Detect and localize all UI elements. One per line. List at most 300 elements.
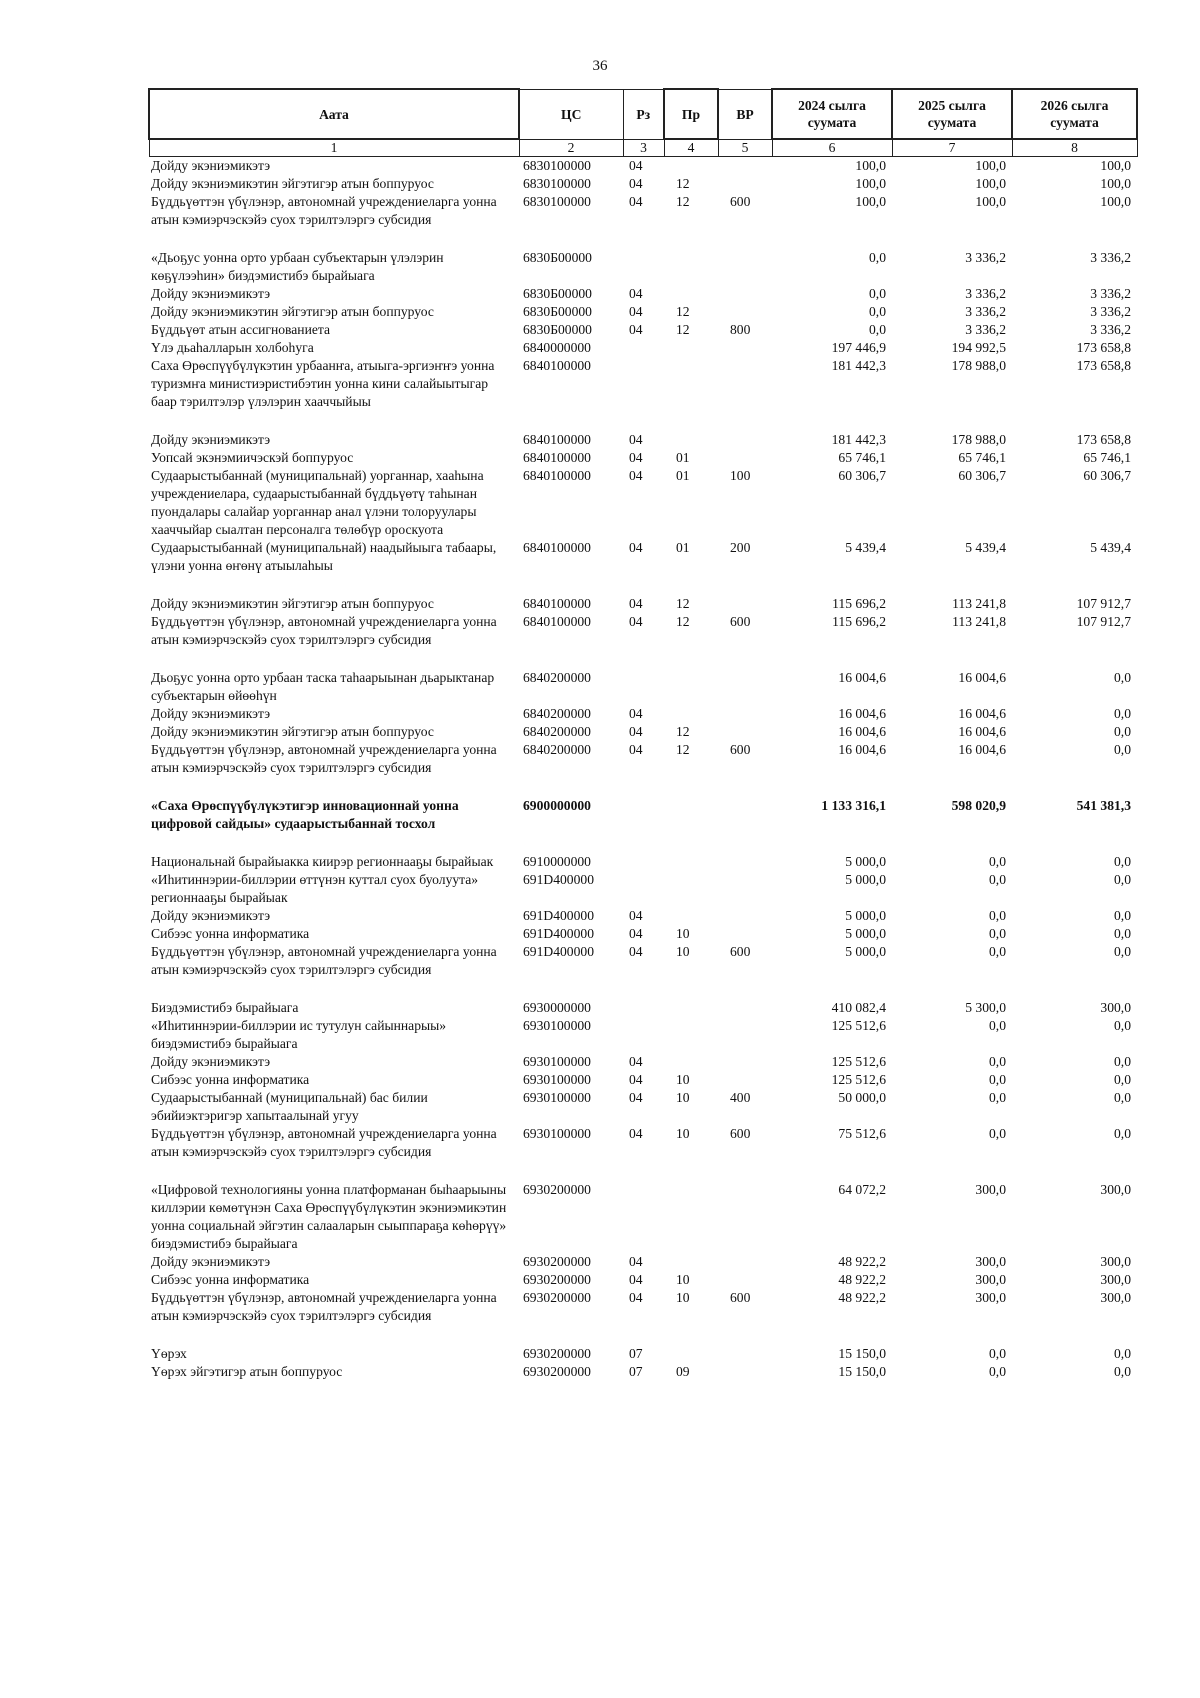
row-spacer-cell xyxy=(149,411,1137,431)
row-name: Уопсай экэнэмиичэскэй боппуруос xyxy=(151,450,354,465)
table-row xyxy=(149,1071,1137,1089)
table-row xyxy=(149,321,1137,339)
row-amount-2024: 1 133 316,1 xyxy=(821,798,886,813)
row-cs-code: 6830100000 xyxy=(523,158,591,173)
row-amount-2024: 5 000,0 xyxy=(845,944,886,959)
row-pr-code xyxy=(664,1345,718,1363)
row-name: Биэдэмистибэ бырайыага xyxy=(151,1000,299,1015)
row-rz-code xyxy=(623,999,664,1017)
row-amount-2024: 48 922,2 xyxy=(838,1254,886,1269)
row-rz-code xyxy=(623,249,664,285)
row-amount-2026: 173 658,8 xyxy=(1076,340,1131,355)
row-amount-2024: 0,0 xyxy=(869,322,886,337)
row-amount-2025: 3 336,2 xyxy=(965,250,1006,265)
row-amount-2025: 0,0 xyxy=(989,944,1006,959)
row-cs-code: 6930200000 xyxy=(523,1346,591,1361)
row-cs-code: 6930100000 xyxy=(523,1054,591,1069)
row-cs-code: 6840200000 xyxy=(523,706,591,721)
row-vr-code xyxy=(718,853,772,871)
row-amount-2026: 173 658,8 xyxy=(1076,358,1131,373)
row-amount-2025: 0,0 xyxy=(989,1018,1006,1033)
row-name: «Иһитиннэрии-биллэрии өттүнэн куттал суох буолуута» регионнааҕы бырайыак xyxy=(151,872,479,905)
column-number: 1 xyxy=(149,139,519,157)
row-vr-code xyxy=(718,797,772,833)
row-name: Дьоҕус уонна орто урбаан таска таһаарыынан дьарыктанар субъектарын өйөөһүн xyxy=(151,670,495,703)
row-pr-code xyxy=(664,1017,718,1053)
row-name: Бүддьүөттэн үбүлэнэр, автономнай учреждениеларга уонна атын кэмиэрчэскэйэ суох тэрилтэлэргэ субсидия xyxy=(151,194,497,227)
row-name: Дойду экэниэмикэтэ xyxy=(151,1054,271,1069)
row-name: «Иһитиннэрии-биллэрии ис тутулун сайыннарыы» биэдэмистибэ бырайыага xyxy=(151,1018,447,1051)
column-number: 4 xyxy=(664,139,718,157)
row-amount-2025: 16 004,6 xyxy=(958,706,1006,721)
row-cs-code: 6930100000 xyxy=(523,1090,591,1105)
table-row xyxy=(149,193,1137,229)
row-amount-2026: 0,0 xyxy=(1114,670,1131,685)
row-amount-2026: 3 336,2 xyxy=(1090,322,1131,337)
header-rz: Рз xyxy=(623,89,664,139)
row-cs-code: 6830100000 xyxy=(523,176,591,191)
row-spacer xyxy=(149,229,1137,249)
row-amount-2024: 0,0 xyxy=(869,286,886,301)
row-spacer xyxy=(149,777,1137,797)
table-row xyxy=(149,431,1137,449)
row-amount-2024: 181 442,3 xyxy=(831,432,886,447)
row-amount-2026: 0,0 xyxy=(1114,944,1131,959)
row-rz-code xyxy=(623,669,664,705)
row-amount-2026: 60 306,7 xyxy=(1083,468,1131,483)
row-rz-code: 04 xyxy=(629,158,643,173)
row-amount-2024: 15 150,0 xyxy=(838,1364,886,1379)
table-row xyxy=(149,595,1137,613)
header-row xyxy=(149,89,1137,139)
row-spacer xyxy=(149,1325,1137,1345)
row-amount-2025: 300,0 xyxy=(975,1290,1006,1305)
row-vr-code xyxy=(718,1053,772,1071)
row-name: Үөрэх xyxy=(151,1346,187,1361)
row-rz-code: 04 xyxy=(629,1126,643,1141)
row-rz-code: 04 xyxy=(629,706,643,721)
row-rz-code: 04 xyxy=(629,742,643,757)
row-pr-code: 10 xyxy=(676,944,690,959)
row-rz-code: 04 xyxy=(629,908,643,923)
header-2025: 2025 сылга суумата xyxy=(892,89,1012,139)
row-cs-code: 6900000000 xyxy=(523,798,591,813)
row-amount-2025: 3 336,2 xyxy=(965,304,1006,319)
row-spacer-cell xyxy=(149,229,1137,249)
row-rz-code: 04 xyxy=(629,944,643,959)
column-number: 2 xyxy=(519,139,623,157)
column-number: 7 xyxy=(892,139,1012,157)
table-row xyxy=(149,175,1137,193)
row-pr-code xyxy=(664,669,718,705)
row-vr-code: 400 xyxy=(730,1090,751,1105)
row-amount-2025: 65 746,1 xyxy=(958,450,1006,465)
row-amount-2026: 0,0 xyxy=(1114,1126,1131,1141)
row-cs-code: 6830100000 xyxy=(523,194,591,209)
row-amount-2026: 100,0 xyxy=(1100,176,1131,191)
row-vr-code xyxy=(718,1271,772,1289)
row-pr-code xyxy=(664,705,718,723)
row-amount-2024: 75 512,6 xyxy=(838,1126,886,1141)
row-amount-2024: 16 004,6 xyxy=(838,742,886,757)
row-pr-code: 12 xyxy=(676,304,690,319)
row-amount-2026: 3 336,2 xyxy=(1090,304,1131,319)
row-name: Бүддьүөттэн үбүлэнэр, автономнай учреждениеларга уонна атын кэмиэрчэскэйэ суох тэрилтэлэргэ субсидия xyxy=(151,944,497,977)
row-amount-2025: 194 992,5 xyxy=(951,340,1006,355)
row-pr-code xyxy=(664,871,718,907)
header-vr: ВР xyxy=(718,89,772,139)
row-amount-2024: 64 072,2 xyxy=(838,1182,886,1197)
row-rz-code: 04 xyxy=(629,176,643,191)
row-vr-code xyxy=(718,157,772,176)
row-vr-code xyxy=(718,1017,772,1053)
row-vr-code xyxy=(718,595,772,613)
row-vr-code: 600 xyxy=(730,1290,751,1305)
row-amount-2024: 100,0 xyxy=(855,176,886,191)
row-name: Сибээс уонна информатика xyxy=(151,1072,310,1087)
row-amount-2024: 48 922,2 xyxy=(838,1290,886,1305)
row-pr-code: 01 xyxy=(676,540,690,555)
row-pr-code: 10 xyxy=(676,926,690,941)
row-cs-code: 6930200000 xyxy=(523,1182,591,1197)
row-amount-2024: 115 696,2 xyxy=(832,596,886,611)
row-cs-code: 691D400000 xyxy=(523,872,594,887)
row-amount-2025: 0,0 xyxy=(989,926,1006,941)
row-spacer-cell xyxy=(149,833,1137,853)
row-vr-code xyxy=(718,431,772,449)
row-spacer-cell xyxy=(149,1161,1137,1181)
row-amount-2026: 3 336,2 xyxy=(1090,286,1131,301)
row-vr-code xyxy=(718,339,772,357)
row-spacer-cell xyxy=(149,575,1137,595)
table-row xyxy=(149,157,1137,176)
row-amount-2026: 0,0 xyxy=(1114,1364,1131,1379)
table-row xyxy=(149,925,1137,943)
row-amount-2026: 0,0 xyxy=(1114,1072,1131,1087)
row-cs-code: 6840100000 xyxy=(523,358,591,373)
row-amount-2024: 410 082,4 xyxy=(831,1000,886,1015)
row-rz-code: 04 xyxy=(629,194,643,209)
row-amount-2026: 0,0 xyxy=(1114,742,1131,757)
row-spacer-cell xyxy=(149,979,1137,999)
row-vr-code xyxy=(718,1363,772,1381)
table-row xyxy=(149,1271,1137,1289)
row-vr-code: 600 xyxy=(730,614,751,629)
row-vr-code: 800 xyxy=(730,322,751,337)
row-amount-2024: 65 746,1 xyxy=(838,450,886,465)
row-amount-2025: 178 988,0 xyxy=(951,432,1006,447)
row-rz-code: 04 xyxy=(629,1090,643,1105)
row-rz-code: 04 xyxy=(629,322,643,337)
row-amount-2024: 5 000,0 xyxy=(845,854,886,869)
row-vr-code xyxy=(718,925,772,943)
row-vr-code: 100 xyxy=(730,468,751,483)
row-vr-code xyxy=(718,175,772,193)
row-amount-2026: 65 746,1 xyxy=(1083,450,1131,465)
row-amount-2024: 0,0 xyxy=(869,304,886,319)
row-amount-2025: 113 241,8 xyxy=(952,614,1006,629)
row-amount-2024: 0,0 xyxy=(869,250,886,265)
row-name: Бүддьүөттэн үбүлэнэр, автономнай учреждениеларга уонна атын кэмиэрчэскэйэ суох тэрилтэлэргэ субсидия xyxy=(151,1290,497,1323)
page-number: 36 xyxy=(592,58,608,74)
row-amount-2025: 300,0 xyxy=(975,1182,1006,1197)
row-rz-code: 04 xyxy=(629,596,643,611)
row-name: Национальнай бырайыакка киирэр регионнааҕы бырайыак xyxy=(151,854,494,869)
row-pr-code: 10 xyxy=(676,1090,690,1105)
row-rz-code xyxy=(623,357,664,411)
row-amount-2024: 125 512,6 xyxy=(831,1018,886,1033)
table-row xyxy=(149,705,1137,723)
row-rz-code: 04 xyxy=(629,286,643,301)
row-rz-code: 04 xyxy=(629,1290,643,1305)
row-amount-2025: 60 306,7 xyxy=(958,468,1006,483)
row-cs-code: 6840100000 xyxy=(523,540,591,555)
row-name: Үөрэх эйгэтигэр атын боппуруос xyxy=(151,1364,343,1379)
row-name: «Цифровой технологияны уонна платформанан быһаарыыны киллэрии көмөтүнэн Саха Өрөспүүбүлүкэтин экэниэмикэтин уонна социальнай эйгэтин салааларын сыыппараҕа көһөрүү» биэдэмистибэ бырайыага xyxy=(151,1182,507,1251)
row-amount-2025: 0,0 xyxy=(989,1126,1006,1141)
row-spacer-cell xyxy=(149,649,1137,669)
row-spacer xyxy=(149,833,1137,853)
row-amount-2026: 173 658,8 xyxy=(1076,432,1131,447)
row-amount-2024: 100,0 xyxy=(855,158,886,173)
row-name: Бүддьүөттэн үбүлэнэр, автономнай учреждениеларга уонна атын кэмиэрчэскэйэ суох тэрилтэлэргэ субсидия xyxy=(151,614,497,647)
row-vr-code: 600 xyxy=(730,742,751,757)
table-row xyxy=(149,1125,1137,1161)
row-amount-2024: 16 004,6 xyxy=(838,670,886,685)
row-amount-2025: 113 241,8 xyxy=(952,596,1006,611)
row-pr-code: 10 xyxy=(676,1126,690,1141)
row-name: Дойду экэниэмикэтэ xyxy=(151,158,271,173)
row-rz-code: 07 xyxy=(629,1346,643,1361)
row-pr-code: 12 xyxy=(676,724,690,739)
row-amount-2026: 300,0 xyxy=(1100,1182,1131,1197)
row-name: Дойду экэниэмикэтин эйгэтигэр атын боппуруос xyxy=(151,304,434,319)
table-row xyxy=(149,741,1137,777)
row-amount-2025: 0,0 xyxy=(989,854,1006,869)
row-rz-code xyxy=(623,339,664,357)
row-cs-code: 691D400000 xyxy=(523,908,594,923)
row-amount-2026: 0,0 xyxy=(1114,724,1131,739)
row-pr-code: 12 xyxy=(676,742,690,757)
row-cs-code: 6840100000 xyxy=(523,468,591,483)
row-amount-2024: 197 446,9 xyxy=(831,340,886,355)
row-amount-2025: 16 004,6 xyxy=(958,742,1006,757)
row-pr-code: 12 xyxy=(676,596,690,611)
column-number: 6 xyxy=(772,139,892,157)
row-pr-code xyxy=(664,285,718,303)
row-rz-code: 04 xyxy=(629,926,643,941)
row-amount-2025: 16 004,6 xyxy=(958,724,1006,739)
row-vr-code xyxy=(718,999,772,1017)
row-amount-2024: 5 000,0 xyxy=(845,926,886,941)
row-spacer xyxy=(149,649,1137,669)
row-amount-2024: 16 004,6 xyxy=(838,706,886,721)
row-pr-code xyxy=(664,853,718,871)
row-vr-code: 600 xyxy=(730,194,751,209)
row-amount-2025: 100,0 xyxy=(975,194,1006,209)
row-pr-code xyxy=(664,1181,718,1253)
row-cs-code: 691D400000 xyxy=(523,944,594,959)
table-row xyxy=(149,999,1137,1017)
row-pr-code: 10 xyxy=(676,1072,690,1087)
row-rz-code: 07 xyxy=(629,1364,643,1379)
row-amount-2026: 3 336,2 xyxy=(1090,250,1131,265)
column-number: 5 xyxy=(718,139,772,157)
row-amount-2026: 0,0 xyxy=(1114,908,1131,923)
row-rz-code: 04 xyxy=(629,1254,643,1269)
row-cs-code: 6840200000 xyxy=(523,724,591,739)
row-spacer xyxy=(149,979,1137,999)
table-row xyxy=(149,853,1137,871)
row-vr-code xyxy=(718,1071,772,1089)
row-name: Бүддьүөттэн үбүлэнэр, автономнай учреждениеларга уонна атын кэмиэрчэскэйэ суох тэрилтэлэргэ субсидия xyxy=(151,1126,497,1159)
row-cs-code: 6840100000 xyxy=(523,596,591,611)
row-cs-code: 6830Б00000 xyxy=(523,322,592,337)
row-cs-code: 6930100000 xyxy=(523,1018,591,1033)
row-cs-code: 6930100000 xyxy=(523,1072,591,1087)
row-pr-code: 01 xyxy=(676,450,690,465)
budget-table-body xyxy=(149,157,1137,1382)
column-number: 3 xyxy=(623,139,664,157)
table-row xyxy=(149,249,1137,285)
row-cs-code: 6840100000 xyxy=(523,614,591,629)
row-rz-code: 04 xyxy=(629,1054,643,1069)
row-amount-2026: 107 912,7 xyxy=(1076,596,1131,611)
row-spacer-cell xyxy=(149,1325,1137,1345)
row-name: Дойду экэниэмикэтэ xyxy=(151,432,271,447)
budget-sheet xyxy=(148,88,1136,1381)
row-amount-2024: 181 442,3 xyxy=(831,358,886,373)
row-amount-2026: 107 912,7 xyxy=(1076,614,1131,629)
row-cs-code: 6930200000 xyxy=(523,1364,591,1379)
row-vr-code xyxy=(718,285,772,303)
row-amount-2024: 5 000,0 xyxy=(845,872,886,887)
row-cs-code: 6840100000 xyxy=(523,432,591,447)
table-row xyxy=(149,723,1137,741)
row-vr-code: 200 xyxy=(730,540,751,555)
column-number-row xyxy=(149,139,1137,157)
row-amount-2025: 0,0 xyxy=(989,908,1006,923)
row-rz-code xyxy=(623,1017,664,1053)
budget-table xyxy=(148,88,1138,1381)
row-vr-code xyxy=(718,449,772,467)
row-name: Дойду экэниэмикэтэ xyxy=(151,286,271,301)
row-rz-code: 04 xyxy=(629,432,643,447)
row-name: Сибээс уонна информатика xyxy=(151,1272,310,1287)
row-pr-code xyxy=(664,249,718,285)
row-pr-code xyxy=(664,797,718,833)
row-amount-2025: 178 988,0 xyxy=(951,358,1006,373)
row-amount-2025: 5 439,4 xyxy=(965,540,1006,555)
row-amount-2024: 50 000,0 xyxy=(838,1090,886,1105)
row-name: Дойду экэниэмикэтэ xyxy=(151,706,271,721)
row-rz-code: 04 xyxy=(629,1072,643,1087)
row-amount-2026: 0,0 xyxy=(1114,926,1131,941)
header-cs: ЦС xyxy=(519,89,623,139)
row-name: Дойду экэниэмикэтин эйгэтигэр атын боппуруос xyxy=(151,724,434,739)
row-pr-code xyxy=(664,1053,718,1071)
row-pr-code xyxy=(664,431,718,449)
table-row xyxy=(149,1053,1137,1071)
table-row xyxy=(149,797,1137,833)
row-rz-code: 04 xyxy=(629,450,643,465)
row-spacer xyxy=(149,575,1137,595)
table-row xyxy=(149,449,1137,467)
row-name: Үлэ дьаһалларын холбоһуга xyxy=(151,340,314,355)
row-vr-code xyxy=(718,357,772,411)
row-rz-code xyxy=(623,853,664,871)
row-amount-2025: 300,0 xyxy=(975,1254,1006,1269)
row-cs-code: 6930200000 xyxy=(523,1254,591,1269)
header-2026: 2026 сылга суумата xyxy=(1012,89,1137,139)
row-amount-2025: 3 336,2 xyxy=(965,286,1006,301)
row-amount-2026: 541 381,3 xyxy=(1076,798,1131,813)
row-pr-code: 12 xyxy=(676,614,690,629)
row-amount-2026: 0,0 xyxy=(1114,1018,1131,1033)
table-row xyxy=(149,1363,1137,1381)
row-pr-code xyxy=(664,999,718,1017)
row-pr-code: 09 xyxy=(676,1364,690,1379)
row-pr-code xyxy=(664,907,718,925)
row-vr-code xyxy=(718,249,772,285)
row-cs-code: 6930100000 xyxy=(523,1126,591,1141)
row-amount-2024: 115 696,2 xyxy=(832,614,886,629)
row-amount-2025: 3 336,2 xyxy=(965,322,1006,337)
table-row xyxy=(149,871,1137,907)
table-row xyxy=(149,467,1137,539)
table-row xyxy=(149,539,1137,575)
row-vr-code xyxy=(718,303,772,321)
row-amount-2026: 0,0 xyxy=(1114,872,1131,887)
row-amount-2025: 0,0 xyxy=(989,872,1006,887)
row-vr-code xyxy=(718,907,772,925)
row-amount-2024: 125 512,6 xyxy=(831,1072,886,1087)
row-vr-code xyxy=(718,669,772,705)
row-pr-code: 01 xyxy=(676,468,690,483)
row-cs-code: 6840200000 xyxy=(523,670,591,685)
row-amount-2024: 48 922,2 xyxy=(838,1272,886,1287)
column-number: 8 xyxy=(1012,139,1137,157)
row-cs-code: 6930000000 xyxy=(523,1000,591,1015)
table-row xyxy=(149,1017,1137,1053)
row-amount-2026: 300,0 xyxy=(1100,1290,1131,1305)
row-amount-2024: 100,0 xyxy=(855,194,886,209)
row-rz-code: 04 xyxy=(629,614,643,629)
row-amount-2024: 16 004,6 xyxy=(838,724,886,739)
row-spacer xyxy=(149,411,1137,431)
table-row xyxy=(149,669,1137,705)
row-cs-code: 6910000000 xyxy=(523,854,591,869)
header-2024: 2024 сылга суумата xyxy=(772,89,892,139)
table-row xyxy=(149,943,1137,979)
row-name: Саха Өрөспүүбүлүкэтин урбаанҥа, атыыга-эргиэҥҥэ уонна туризмҥа министиэристибэтин уонна кини салайыытыгар баар тэрилтэлэр үлэлэрин хааччыйыы xyxy=(151,358,495,409)
row-name: Дойду экэниэмикэтэ xyxy=(151,1254,271,1269)
row-amount-2026: 300,0 xyxy=(1100,1272,1131,1287)
row-amount-2024: 5 000,0 xyxy=(845,908,886,923)
table-row xyxy=(149,285,1137,303)
table-row xyxy=(149,357,1137,411)
row-name: «Дьоҕус уонна орто урбаан субъектарын үлэлэрин көҕүлээһин» биэдэмистибэ бырайыага xyxy=(151,250,444,283)
row-spacer-cell xyxy=(149,777,1137,797)
row-pr-code: 12 xyxy=(676,176,690,191)
row-rz-code: 04 xyxy=(629,468,643,483)
row-pr-code xyxy=(664,157,718,176)
row-rz-code: 04 xyxy=(629,1272,643,1287)
row-amount-2026: 300,0 xyxy=(1100,1000,1131,1015)
row-rz-code xyxy=(623,871,664,907)
row-amount-2026: 100,0 xyxy=(1100,194,1131,209)
table-row xyxy=(149,1089,1137,1125)
